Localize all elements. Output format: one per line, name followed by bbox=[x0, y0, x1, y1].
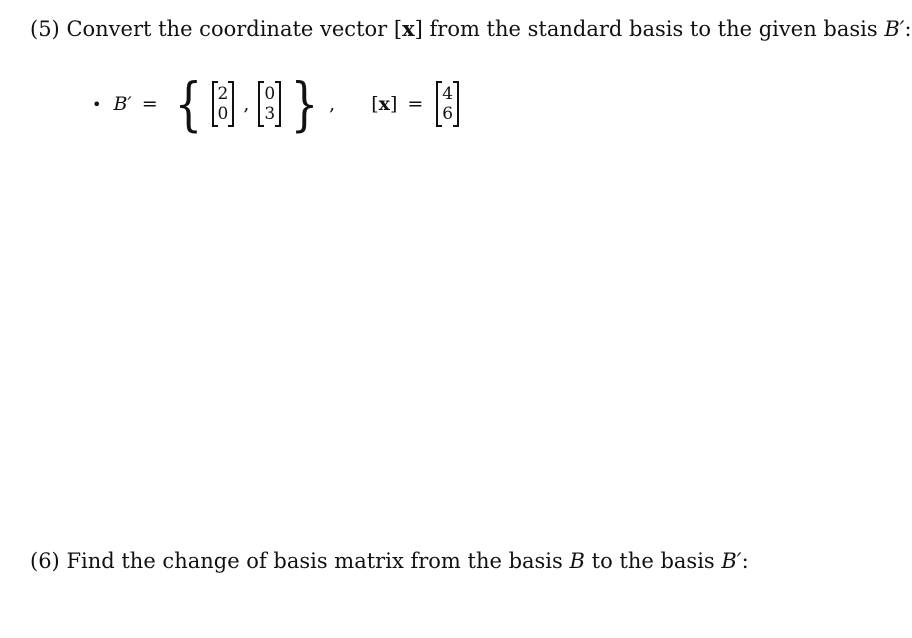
right-brace: } bbox=[290, 70, 319, 138]
bullet: • bbox=[92, 94, 102, 114]
basis-vector-1 bbox=[212, 81, 235, 127]
problem-6 bbox=[30, 551, 749, 572]
basis-vector-2 bbox=[258, 81, 281, 127]
problem-6-basis-b: B′ bbox=[721, 549, 742, 573]
problem-6-text-b: to the basis bbox=[591, 549, 715, 573]
basis-vector-1-entry-2: 0 bbox=[217, 104, 229, 124]
x-equals-sign: = bbox=[407, 93, 424, 115]
problem-5-x-close: ] bbox=[414, 17, 423, 41]
x-label-close: ] bbox=[389, 93, 398, 115]
problem-6-number: (6) bbox=[30, 549, 60, 573]
problem-5 bbox=[30, 18, 912, 40]
problem-5-text-b: from the standard basis to the given basis bbox=[429, 17, 878, 41]
basis-vector-2-entry-1: 0 bbox=[264, 84, 276, 104]
basis-vector-2-entry-2: 3 bbox=[264, 104, 276, 124]
basis-label: B′ bbox=[113, 93, 132, 115]
problem-5-x-open: [ bbox=[393, 17, 403, 41]
problem-5-text-a: Convert the coordinate vector bbox=[66, 17, 388, 41]
x-label-symbol: x bbox=[378, 93, 390, 115]
basis-vector-1-entry-1: 2 bbox=[217, 84, 229, 104]
basis-formula bbox=[92, 70, 462, 138]
x-vector-entry-2: 6 bbox=[442, 104, 454, 124]
problem-6-basis-a: B bbox=[569, 549, 585, 573]
x-label-open: [ bbox=[371, 93, 379, 115]
trailing-comma: , bbox=[329, 93, 336, 115]
problem-6-text-a: Find the change of basis matrix from the basis bbox=[66, 549, 563, 573]
left-brace: { bbox=[174, 70, 202, 138]
problem-5-x-symbol: x bbox=[402, 16, 415, 41]
equals-sign: = bbox=[141, 93, 158, 115]
problem-5-colon: : bbox=[904, 17, 912, 41]
x-vector bbox=[436, 81, 459, 127]
x-vector-entry-1: 4 bbox=[442, 84, 454, 104]
vector-separator: , bbox=[243, 93, 250, 115]
problem-5-number: (5) bbox=[30, 17, 60, 41]
problem-6-colon: : bbox=[741, 549, 749, 573]
problem-5-basis: B′ bbox=[884, 17, 905, 41]
